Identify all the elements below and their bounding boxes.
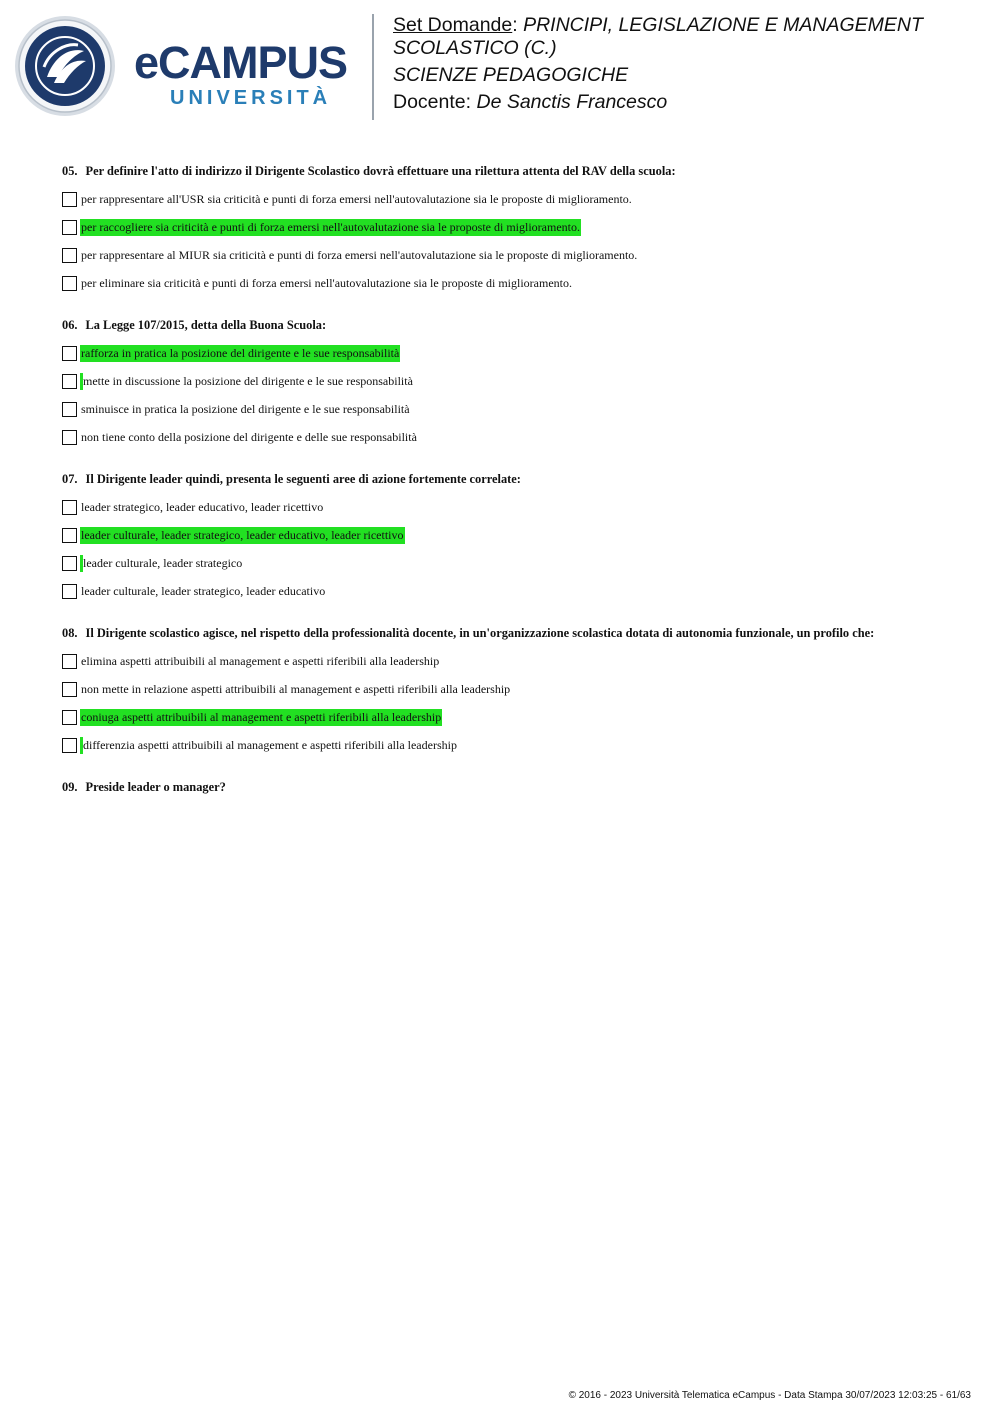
answer-option[interactable] bbox=[62, 549, 962, 577]
answer-text: coniuga aspetti attribuibili al management e aspetti riferibili alla leadership bbox=[81, 709, 442, 724]
checkbox-icon[interactable] bbox=[62, 402, 77, 417]
question-title: 09. Preside leader o manager? bbox=[62, 780, 226, 794]
answer-option[interactable] bbox=[62, 185, 962, 213]
answer-option[interactable] bbox=[62, 675, 962, 703]
checkbox-icon[interactable] bbox=[62, 738, 77, 753]
answer-text: per rappresentare al MIUR sia criticità e punti di forza emersi nell'autovalutazione sia le proposte di miglioramento. bbox=[81, 247, 638, 262]
header-info: Set Domande: PRINCIPI, LEGISLAZIONE E MANAGEMENT SCOLASTICO (C.) SCIENZE PEDAGOGICHE Docente: De Sanctis Francesco bbox=[393, 14, 923, 113]
teacher-label: Docente: bbox=[393, 91, 472, 113]
page-footer: © 2016 - 2023 Università Telematica eCampus - Data Stampa 30/07/2023 12:03:25 - 61/63 bbox=[568, 1390, 971, 1401]
checkbox-icon[interactable] bbox=[62, 192, 77, 207]
answer-text: elimina aspetti attribuibili al management e aspetti riferibili alla leadership bbox=[81, 653, 440, 668]
answer-text: non tiene conto della posizione del dirigente e delle sue responsabilità bbox=[81, 429, 417, 444]
answer-text: rafforza in pratica la posizione del dirigente e le sue responsabilità bbox=[81, 345, 400, 360]
question-08 bbox=[62, 625, 962, 759]
checkbox-icon[interactable] bbox=[62, 584, 77, 599]
question-05 bbox=[62, 163, 962, 297]
checkbox-icon[interactable] bbox=[62, 682, 77, 697]
teacher-name: De Sanctis Francesco bbox=[476, 91, 668, 113]
answer-option-correct[interactable] bbox=[62, 339, 962, 367]
checkbox-icon[interactable] bbox=[62, 430, 77, 445]
answer-option[interactable] bbox=[62, 577, 962, 605]
question-list bbox=[62, 160, 962, 815]
answer-text: per rappresentare all'USR sia criticità e punti di forza emersi nell'autovalutazione sia le proposte di miglioramento. bbox=[81, 191, 632, 206]
answer-text: leader culturale, leader strategico, leader educativo bbox=[81, 583, 326, 598]
question-title: 06. La Legge 107/2015, detta della Buona Scuola: bbox=[62, 318, 327, 332]
answer-text: leader strategico, leader educativo, leader ricettivo bbox=[81, 499, 324, 514]
checkbox-icon[interactable] bbox=[62, 710, 77, 725]
answer-option[interactable] bbox=[62, 395, 962, 423]
checkbox-icon[interactable] bbox=[62, 276, 77, 291]
question-07 bbox=[62, 471, 962, 605]
course-name: SCIENZE PEDAGOGICHE bbox=[393, 64, 629, 86]
answer-text: leader culturale, leader strategico, leader educativo, leader ricettivo bbox=[81, 527, 404, 542]
question-title: 08. Il Dirigente scolastico agisce, nel rispetto della professionalità docente, in un'organizzazione scolastica dotata di autonomia funzionale, un profilo che: bbox=[62, 626, 875, 640]
checkbox-icon[interactable] bbox=[62, 346, 77, 361]
answer-text: per raccogliere sia criticità e punti di forza emersi nell'autovalutazione sia le proposte di miglioramento. bbox=[81, 219, 580, 234]
question-title: 07. Il Dirigente leader quindi, presenta le seguenti aree di azione fortemente correlate: bbox=[62, 472, 521, 486]
answer-text: non mette in relazione aspetti attribuibili al management e aspetti riferibili alla leadership bbox=[81, 681, 511, 696]
checkbox-icon[interactable] bbox=[62, 528, 77, 543]
answer-text: leader culturale, leader strategico bbox=[80, 555, 243, 572]
answer-text: sminuisce in pratica la posizione del dirigente e le sue responsabilità bbox=[81, 401, 410, 416]
answer-option[interactable] bbox=[62, 367, 962, 395]
answer-text: differenzia aspetti attribuibili al management e aspetti riferibili alla leadership bbox=[80, 737, 458, 754]
ecampus-wordmark bbox=[134, 38, 356, 112]
checkbox-icon[interactable] bbox=[62, 374, 77, 389]
answer-text: per eliminare sia criticità e punti di forza emersi nell'autovalutazione sia le proposte di miglioramento. bbox=[81, 275, 572, 290]
set-label: Set Domande bbox=[393, 14, 513, 36]
answer-option[interactable] bbox=[62, 731, 962, 759]
answer-option-correct[interactable] bbox=[62, 703, 962, 731]
header-divider bbox=[372, 14, 374, 120]
checkbox-icon[interactable] bbox=[62, 220, 77, 235]
logo-sub: UNIVERSITÀ bbox=[170, 87, 332, 109]
question-09 bbox=[62, 779, 962, 795]
set-title-1: PRINCIPI, LEGISLAZIONE E MANAGEMENT bbox=[523, 14, 923, 36]
answer-option[interactable] bbox=[62, 269, 962, 297]
checkbox-icon[interactable] bbox=[62, 248, 77, 263]
answer-option-correct[interactable] bbox=[62, 213, 962, 241]
answer-option[interactable] bbox=[62, 493, 962, 521]
checkbox-icon[interactable] bbox=[62, 556, 77, 571]
answer-option[interactable] bbox=[62, 241, 962, 269]
checkbox-icon[interactable] bbox=[62, 654, 77, 669]
answer-option-correct[interactable] bbox=[62, 521, 962, 549]
ecampus-seal-icon bbox=[14, 15, 116, 117]
answer-text: mette in discussione la posizione del dirigente e le sue responsabilità bbox=[80, 373, 414, 390]
question-title: 05. Per definire l'atto di indirizzo il Dirigente Scolastico dovrà effettuare una rilettura attenta del RAV della scuola: bbox=[62, 164, 676, 178]
logo-brand: eCAMPUS bbox=[134, 37, 348, 88]
answer-option[interactable] bbox=[62, 647, 962, 675]
set-title-2: SCOLASTICO (C.) bbox=[393, 37, 557, 59]
answer-option[interactable] bbox=[62, 423, 962, 451]
checkbox-icon[interactable] bbox=[62, 500, 77, 515]
question-06 bbox=[62, 317, 962, 451]
